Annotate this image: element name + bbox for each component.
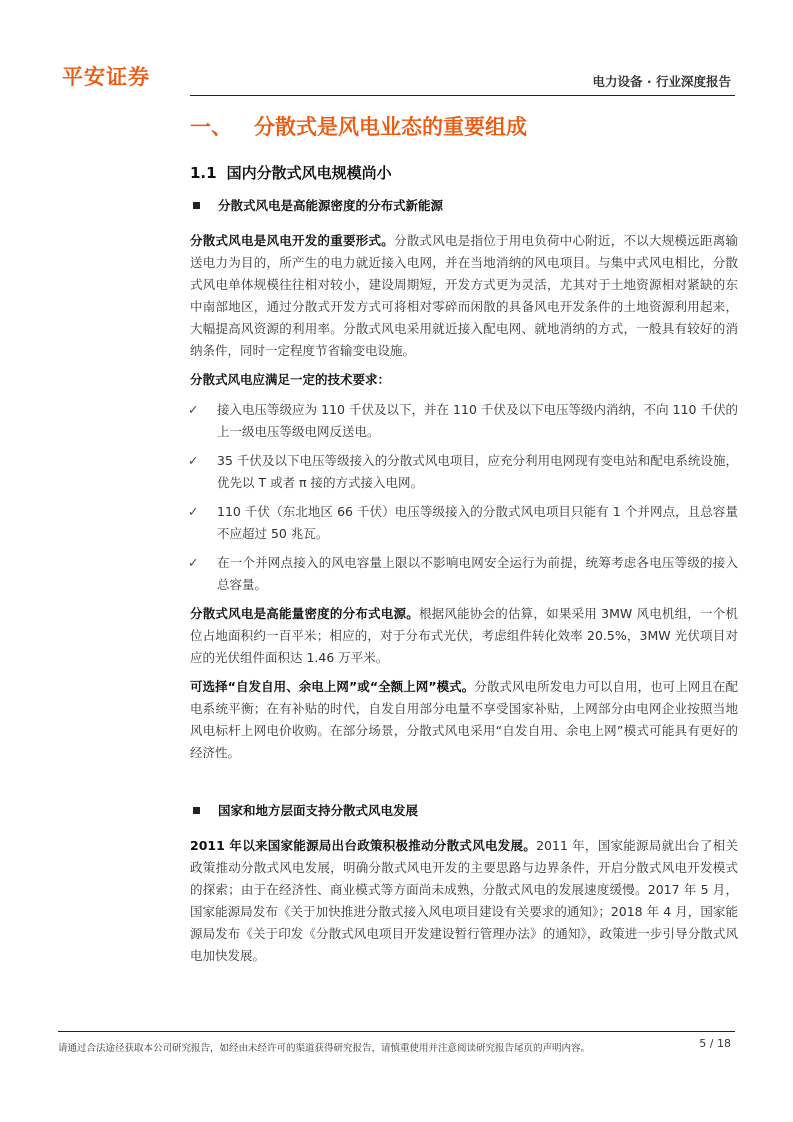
- paragraph-body: 分散式风电所发电力可以自用，也可上网且在配电系统平衡；在有补贴的时代，自发自用部分电量不享受国家补贴，上网部分由电网企业按照当地风电标杆上网电价收购。在部分场景，分散式风电采用“自发自用、余电上网”模式可能具有更好的经济性。: [190, 679, 738, 760]
- page-number: 5 / 18: [699, 1037, 731, 1050]
- header-divider: [190, 95, 735, 96]
- paragraph-lead: 分散式风电是风电开发的重要形式。: [190, 233, 394, 248]
- list-item-text: 110 千伏（东北地区 66 千伏）电压等级接入的分散式风电项目只能有 1 个并网点，且总容量不应超过 50 兆瓦。: [217, 504, 738, 541]
- paragraph-body: 2011 年，国家能源局就出台了相关政策推动分散式风电发展，明确分散式风电开发的主要思路与边界条件，开启分散式风电开发模式的探索；由于在经济性、商业模式等方面尚未成熟，分散式风电的发展速度缓慢。2017 年 5 月，国家能源局发布《关于加快推进分散式接入风电项目建设有关要求的通知》；2018 年 4 月，国家能源局发布《关于印发《分散式风电项目开发建设暂行管理办法》的通知》，政策进一步引导分散式风电加快发展。: [190, 838, 738, 963]
- list-item: [190, 552, 738, 596]
- subsection-number: 1.1: [190, 164, 217, 182]
- paragraph-lead: 可选择“自发自用、余电上网”或“全额上网”模式。: [190, 679, 475, 694]
- paragraph-body: 根据风能协会的估算，如果采用 3MW 风电机组，一个机位占地面积约一百平米；相应的，对于分布式光伏，考虑组件转化效率 20.5%，3MW 光伏项目对应的光伏组件面积达 1.46 万平米。: [190, 606, 738, 665]
- topic-heading: [190, 801, 738, 821]
- spacer: [190, 771, 738, 801]
- square-bullet-icon: [193, 807, 200, 814]
- section-title-text: 分散式是风电业态的重要组成: [254, 115, 527, 139]
- topic-heading-text: 分散式风电是高能源密度的分布式新能源: [218, 198, 444, 213]
- checkmark-icon: ✓: [188, 402, 199, 417]
- paragraph: [190, 603, 738, 669]
- requirements-list: [190, 399, 738, 596]
- list-item-text: 35 千伏及以下电压等级接入的分散式风电项目，应充分利用电网现有变电站和配电系统设施，优先以 T 或者 π 接的方式接入电网。: [217, 453, 738, 490]
- requirements-heading: 分散式风电应满足一定的技术要求：: [190, 372, 391, 387]
- main-content: [190, 110, 738, 974]
- company-logo: 平安证券: [62, 65, 150, 89]
- paragraph: [190, 230, 738, 362]
- report-type: 电力设备 · 行业深度报告: [592, 74, 731, 89]
- topic-heading: [190, 196, 738, 216]
- footer-disclaimer: 请通过合法途径获取本公司研究报告，如经由未经许可的渠道获得研究报告，请慎重使用并注意阅读研究报告尾页的声明内容。: [58, 1043, 591, 1054]
- subsection-title: [190, 162, 738, 184]
- list-item-text: 在一个并网点接入的风电容量上限以不影响电网安全运行为前提，统筹考虑各电压等级的接入总容量。: [217, 555, 738, 592]
- square-bullet-icon: [193, 202, 200, 209]
- checkmark-icon: ✓: [188, 504, 199, 519]
- paragraph-body: 分散式风电是指位于用电负荷中心附近，不以大规模远距离输送电力为目的，所产生的电力就近接入电网，并在当地消纳的风电项目。与集中式风电相比，分散式风电单体规模往往相对较小，建设周期短，开发方式更为灵活，尤其对于土地资源相对紧缺的东中南部地区，通过分散式开发方式可将相对零碎而闲散的具备风电开发条件的土地资源利用起来，大幅提高风资源的利用率。分散式风电采用就近接入配电网、就地消纳的方式，一般具有较好的消纳条件，同时一定程度节省输变电设施。: [190, 233, 738, 358]
- checkmark-icon: ✓: [188, 555, 199, 570]
- paragraph: [190, 676, 738, 764]
- section-title: [190, 112, 738, 142]
- paragraph-lead: 2011 年以来国家能源局出台政策积极推动分散式风电发展。: [190, 838, 537, 853]
- section-number: 一、: [190, 115, 232, 139]
- subsection-title-text: 国内分散式风电规模尚小: [226, 164, 392, 182]
- list-item: [190, 450, 738, 494]
- checkmark-icon: ✓: [188, 453, 199, 468]
- paragraph-lead: 分散式风电是高能量密度的分布式电源。: [190, 606, 419, 621]
- footer-divider: [58, 1031, 735, 1032]
- list-item: [190, 501, 738, 545]
- list-item: [190, 399, 738, 443]
- list-item-text: 接入电压等级应为 110 千伏及以下，并在 110 千伏及以下电压等级内消纳，不向 110 千伏的上一级电压等级电网反送电。: [217, 402, 738, 439]
- topic-heading-text: 国家和地方层面支持分散式风电发展: [218, 803, 419, 818]
- paragraph: [190, 835, 738, 967]
